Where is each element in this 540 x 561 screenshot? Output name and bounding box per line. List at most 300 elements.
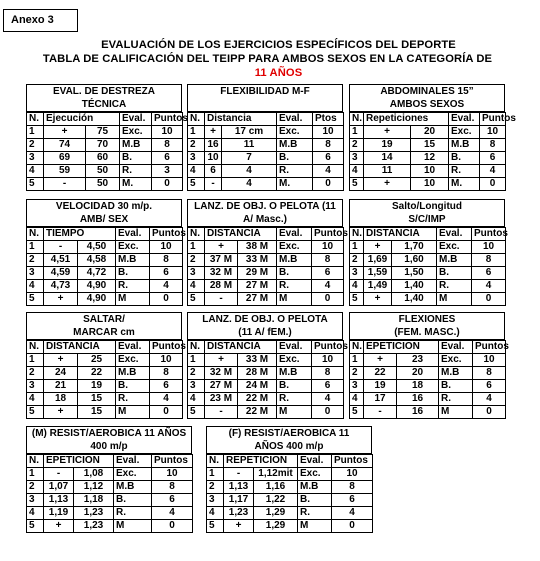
table-row	[27, 152, 183, 165]
column-header: Eval.	[437, 228, 472, 241]
table-cell: 3	[27, 152, 44, 165]
column-header: Puntos	[312, 341, 344, 354]
column-header: Eval.	[116, 341, 150, 354]
table-row	[207, 494, 373, 507]
table-cell: R.	[277, 165, 313, 178]
column-header: N.	[188, 341, 205, 354]
table-cell: B.	[449, 152, 480, 165]
table-row	[27, 520, 193, 533]
column-header: Eval.	[120, 113, 152, 126]
table-cell: M	[116, 293, 150, 306]
table-cell: M.	[120, 178, 152, 191]
table-cell: 1,17	[224, 494, 254, 507]
table-cell: 3	[188, 267, 205, 280]
table-cell: 4	[150, 280, 183, 293]
table-header	[206, 426, 372, 454]
table-row	[188, 367, 344, 380]
table-cell: 1,40	[392, 280, 437, 293]
table-cell: 17	[364, 393, 397, 406]
table-cell: 6	[152, 494, 193, 507]
column-header: Puntos	[150, 341, 183, 354]
table-cell: 4	[27, 165, 44, 178]
table-cell: 4	[313, 165, 344, 178]
table-cell: +	[364, 241, 392, 254]
table-cell: 8	[332, 481, 373, 494]
table-cell: 1,29	[254, 507, 298, 520]
table-cell: 1,70	[392, 241, 437, 254]
column-header-row	[27, 113, 183, 126]
table-cell: -	[205, 178, 222, 191]
column-header: Repeticiones	[364, 113, 449, 126]
table-cell: 2	[350, 367, 364, 380]
column-header: Puntos	[332, 455, 373, 468]
table-row	[188, 254, 344, 267]
table-cell: 8	[150, 367, 183, 380]
table-cell: M.	[277, 178, 313, 191]
table-cell: 1	[207, 468, 224, 481]
table-cell: 10	[411, 165, 449, 178]
table-cell: 38 M	[238, 241, 277, 254]
table-grid	[187, 227, 348, 306]
table-cell: 3	[188, 152, 205, 165]
column-header: Eval.	[449, 113, 480, 126]
table-header-line-1: Salto/Longitud	[392, 201, 462, 212]
table-cell: 0	[150, 406, 183, 419]
table-cell: M.B	[116, 367, 150, 380]
table-cell: 10	[313, 126, 344, 139]
table-cell: 2	[188, 139, 205, 152]
table-cell: M.B	[437, 254, 472, 267]
column-header-row	[188, 113, 344, 126]
table-header-line-2: (FEM. MASC.)	[394, 327, 460, 338]
table-cell: 1	[27, 468, 44, 481]
table-cell: 1,23	[74, 507, 114, 520]
table-cell: 4,59	[44, 267, 78, 280]
table-cell: 1,69	[364, 254, 392, 267]
table-cell: 4,51	[44, 254, 78, 267]
column-header: Eval.	[116, 228, 150, 241]
table-cell: 50	[86, 165, 120, 178]
table-cell: R.	[120, 165, 152, 178]
table-row	[350, 293, 506, 306]
table-row	[350, 280, 506, 293]
table-header-line-2: S/C/IMP	[408, 214, 446, 225]
table-row	[350, 267, 506, 280]
table-cell: R.	[114, 507, 152, 520]
table-cell: 0	[313, 178, 344, 191]
table-cell: -	[205, 293, 238, 306]
column-header: N.	[27, 113, 44, 126]
table-grid	[349, 340, 509, 419]
table-cell: 1	[27, 126, 44, 139]
table-cell: 5	[188, 293, 205, 306]
table-cell: 18	[397, 380, 439, 393]
table-cell: 3	[350, 267, 364, 280]
table-header	[26, 84, 182, 112]
table-cell: R.	[437, 280, 472, 293]
table-cell: 8	[472, 254, 506, 267]
table-header-line-1: VELOCIDAD 30 m/p.	[55, 201, 153, 212]
table-cell: 4,73	[44, 280, 78, 293]
table-cell: 60	[86, 152, 120, 165]
table-cell: 1,29	[254, 520, 298, 533]
table-header	[187, 312, 343, 340]
table-cell: M.B	[277, 254, 312, 267]
table-cell: 1,50	[392, 267, 437, 280]
table-header-line-1: ABDOMINALES 15”	[380, 86, 474, 97]
table-cell: 4	[312, 393, 344, 406]
table-row	[27, 139, 183, 152]
table-cell: 19	[364, 380, 397, 393]
table-cell: M.B	[116, 254, 150, 267]
table-cell: 4	[188, 280, 205, 293]
table-cell: 6	[472, 267, 506, 280]
table-grid	[26, 227, 186, 306]
table-row	[350, 367, 506, 380]
table-cell: 10	[152, 468, 193, 481]
table-cell: 4,50	[78, 241, 116, 254]
table-cell: 18	[44, 393, 78, 406]
table-cell: 20	[411, 126, 449, 139]
table-row	[350, 178, 506, 191]
table-row	[27, 393, 183, 406]
table-header-line-2: AMB/ SEX	[79, 214, 129, 225]
column-header: Puntos	[480, 113, 506, 126]
table-cell: 5	[350, 293, 364, 306]
table-cell: Exc.	[449, 126, 480, 139]
table-header-line-2: TÉCNICA	[81, 99, 127, 110]
table-cell: M.B	[120, 139, 152, 152]
table-cell: 27 M	[238, 280, 277, 293]
table-cell: +	[205, 241, 238, 254]
table-cell: 32 M	[205, 367, 238, 380]
score-table-1	[26, 84, 188, 189]
table-cell: 2	[188, 367, 205, 380]
table-cell: M.B	[114, 481, 152, 494]
table-header-line-1: SALTAR/	[83, 314, 125, 325]
table-row	[27, 267, 183, 280]
table-cell: 5	[350, 178, 364, 191]
table-header-line-2: A/ Masc.)	[243, 214, 287, 225]
table-cell: 0	[480, 178, 506, 191]
table-row	[188, 178, 344, 191]
table-row	[188, 267, 344, 280]
column-header: Eval.	[277, 228, 312, 241]
table-cell: +	[224, 520, 254, 533]
column-header: N.	[27, 228, 44, 241]
table-cell: 1	[188, 126, 205, 139]
table-row	[27, 406, 183, 419]
column-header-row	[27, 341, 183, 354]
table-cell: 4	[207, 507, 224, 520]
table-cell: 6	[312, 380, 344, 393]
table-cell: 3	[207, 494, 224, 507]
title-line-1: EVALUACIÓN DE LOS EJERCICIOS ESPECÍFICOS DEL DEPORTE	[101, 39, 456, 51]
table-cell: 3	[350, 380, 364, 393]
table-header-line-1: (M) RESIST/AEROBICA 11 AÑOS	[31, 428, 187, 439]
column-header: N.	[350, 228, 364, 241]
table-cell: 8	[312, 254, 344, 267]
table-grid	[187, 340, 348, 419]
table-row	[27, 293, 183, 306]
table-cell: 24 M	[238, 380, 277, 393]
table-cell: 11	[364, 165, 411, 178]
table-cell: 4	[27, 507, 44, 520]
title-line-2: TABLA DE CALIFICACIÓN DEL TEIPP PARA AMBOS SEXOS EN LA CATEGORÍA DE	[42, 53, 493, 65]
table-cell: 4	[480, 165, 506, 178]
table-cell: 75	[86, 126, 120, 139]
table-cell: 16	[205, 139, 222, 152]
column-header: DISTANCIA	[205, 341, 277, 354]
table-cell: 5	[27, 520, 44, 533]
score-table-7	[26, 312, 186, 417]
table-row	[350, 406, 506, 419]
table-header	[26, 199, 182, 227]
table-cell: R.	[298, 507, 332, 520]
column-header: Ptos	[313, 113, 344, 126]
annex-label: Anexo 3	[3, 9, 78, 32]
table-row	[350, 380, 506, 393]
table-cell: 16	[397, 406, 439, 419]
table-cell: 3	[188, 380, 205, 393]
title-category: 11 AÑOS	[254, 67, 303, 79]
table-row	[27, 241, 183, 254]
table-cell: 1,16	[254, 481, 298, 494]
table-header	[349, 199, 505, 227]
table-cell: 32 M	[205, 267, 238, 280]
column-header: N.	[350, 341, 364, 354]
table-row	[207, 520, 373, 533]
table-cell: 10	[205, 152, 222, 165]
table-header-line-2: AÑOS 400 m/p	[254, 441, 324, 452]
table-cell: 27 M	[238, 293, 277, 306]
table-cell: 22 M	[238, 406, 277, 419]
table-cell: 8	[313, 139, 344, 152]
table-cell: 21	[44, 380, 78, 393]
table-cell: 12	[411, 152, 449, 165]
table-cell: 4	[188, 165, 205, 178]
table-grid	[26, 340, 186, 419]
table-row	[188, 241, 344, 254]
table-cell: -	[44, 468, 74, 481]
table-row	[27, 367, 183, 380]
table-cell: 24	[44, 367, 78, 380]
table-cell: 1	[350, 354, 364, 367]
table-row	[188, 280, 344, 293]
table-cell: 1,07	[44, 481, 74, 494]
table-cell: -	[364, 406, 397, 419]
table-cell: 15	[78, 393, 116, 406]
table-grid	[26, 454, 193, 533]
table-cell: 3	[27, 380, 44, 393]
table-row	[27, 507, 193, 520]
table-cell: 15	[78, 406, 116, 419]
table-cell: 15	[411, 139, 449, 152]
score-table-3	[349, 84, 516, 189]
table-cell: 6	[313, 152, 344, 165]
table-cell: 6	[152, 152, 183, 165]
table-cell: 1,08	[74, 468, 114, 481]
table-row	[350, 393, 506, 406]
table-cell: 4,58	[78, 254, 116, 267]
table-row	[188, 139, 344, 152]
table-cell: 1,59	[364, 267, 392, 280]
table-cell: 23 M	[205, 393, 238, 406]
table-cell: 37 M	[205, 254, 238, 267]
table-header-line-2: AMBOS SEXOS	[389, 99, 465, 110]
table-row	[350, 241, 506, 254]
table-cell: 29 M	[238, 267, 277, 280]
table-cell: 1,22	[254, 494, 298, 507]
table-cell: 10	[150, 354, 183, 367]
score-table-8	[187, 312, 348, 417]
table-cell: 10	[411, 178, 449, 191]
table-cell: 3	[152, 165, 183, 178]
column-header: EPETICION	[364, 341, 439, 354]
column-header: N.	[188, 228, 205, 241]
table-cell: M	[114, 520, 152, 533]
table-cell: M	[437, 293, 472, 306]
table-cell: 8	[480, 139, 506, 152]
table-header	[349, 84, 505, 112]
table-row	[188, 152, 344, 165]
table-cell: +	[364, 354, 397, 367]
table-row	[350, 126, 506, 139]
table-cell: 4	[152, 507, 193, 520]
table-cell: 50	[86, 178, 120, 191]
table-cell: 3	[350, 152, 364, 165]
table-row	[207, 507, 373, 520]
table-cell: 4	[27, 393, 44, 406]
table-cell: 5	[350, 406, 364, 419]
column-header-row	[27, 228, 183, 241]
table-cell: M.	[449, 178, 480, 191]
table-cell: 2	[207, 481, 224, 494]
table-cell: B.	[277, 152, 313, 165]
table-header	[26, 312, 182, 340]
table-cell: 14	[364, 152, 411, 165]
table-cell: +	[44, 406, 78, 419]
column-header: N.	[27, 455, 44, 468]
table-cell: 10	[312, 241, 344, 254]
table-cell: 0	[472, 293, 506, 306]
table-cell: 5	[188, 406, 205, 419]
table-grid	[206, 454, 373, 533]
table-row	[27, 178, 183, 191]
column-header: Ejecución	[44, 113, 120, 126]
table-header-line-1: EVAL. DE DESTREZA	[52, 86, 156, 97]
table-cell: 4,90	[78, 280, 116, 293]
column-header: Eval.	[114, 455, 152, 468]
table-cell: R.	[439, 393, 473, 406]
table-cell: Exc.	[277, 126, 313, 139]
table-cell: 1,13	[224, 481, 254, 494]
table-cell: 4	[222, 165, 277, 178]
table-cell: 25	[78, 354, 116, 367]
table-header	[187, 199, 343, 227]
table-cell: 33 M	[238, 254, 277, 267]
table-header-line-1: FLEXIBILIDAD M-F	[220, 86, 310, 97]
table-cell: +	[44, 354, 78, 367]
column-header: Puntos	[473, 341, 506, 354]
table-cell: 5	[188, 178, 205, 191]
column-header-row	[27, 455, 193, 468]
table-cell: 5	[27, 406, 44, 419]
column-header: N.	[188, 113, 205, 126]
table-row	[188, 165, 344, 178]
column-header: TIEMPO	[44, 228, 116, 241]
table-cell: B.	[120, 152, 152, 165]
table-cell: 8	[473, 367, 506, 380]
table-cell: 0	[152, 178, 183, 191]
table-cell: M	[277, 293, 312, 306]
table-cell: -	[44, 178, 86, 191]
table-row	[27, 165, 183, 178]
table-cell: 4	[472, 280, 506, 293]
table-cell: Exc.	[277, 354, 312, 367]
table-cell: 1	[350, 126, 364, 139]
table-cell: R.	[277, 280, 312, 293]
table-cell: Exc.	[114, 468, 152, 481]
score-table-2	[187, 84, 343, 189]
table-cell: -	[224, 468, 254, 481]
table-cell: Exc.	[437, 241, 472, 254]
table-header-line-2: MARCAR cm	[73, 327, 135, 338]
table-cell: +	[205, 126, 222, 139]
table-cell: 1,60	[392, 254, 437, 267]
table-row	[207, 468, 373, 481]
table-row	[350, 139, 506, 152]
table-cell: M	[439, 406, 473, 419]
table-cell: Exc.	[120, 126, 152, 139]
table-cell: 1,49	[364, 280, 392, 293]
table-cell: 10	[312, 354, 344, 367]
table-cell: 0	[473, 406, 506, 419]
table-row	[27, 468, 193, 481]
score-table-4	[26, 199, 186, 304]
table-cell: 8	[312, 367, 344, 380]
table-grid	[187, 112, 344, 191]
table-cell: B.	[116, 267, 150, 280]
score-table-9	[349, 312, 509, 417]
column-header: DISTANCIA	[205, 228, 277, 241]
score-table-10	[26, 426, 192, 531]
table-cell: 70	[86, 139, 120, 152]
score-table-11	[206, 426, 372, 531]
table-cell: 4	[350, 280, 364, 293]
column-header: Puntos	[472, 228, 506, 241]
column-header-row	[350, 113, 506, 126]
table-row	[350, 152, 506, 165]
table-cell: +	[364, 178, 411, 191]
table-cell: 1,12	[74, 481, 114, 494]
table-row	[350, 354, 506, 367]
table-cell: 0	[152, 520, 193, 533]
table-cell: 6	[480, 152, 506, 165]
table-cell: 23	[397, 354, 439, 367]
table-cell: B.	[437, 267, 472, 280]
table-cell: M	[298, 520, 332, 533]
table-cell: 6	[150, 267, 183, 280]
table-cell: M.B	[298, 481, 332, 494]
table-cell: +	[364, 293, 392, 306]
table-cell: 28 M	[205, 280, 238, 293]
table-cell: M.B	[277, 367, 312, 380]
table-cell: 27 M	[205, 380, 238, 393]
table-cell: 3	[27, 494, 44, 507]
table-cell: 2	[27, 481, 44, 494]
table-cell: 1	[188, 354, 205, 367]
